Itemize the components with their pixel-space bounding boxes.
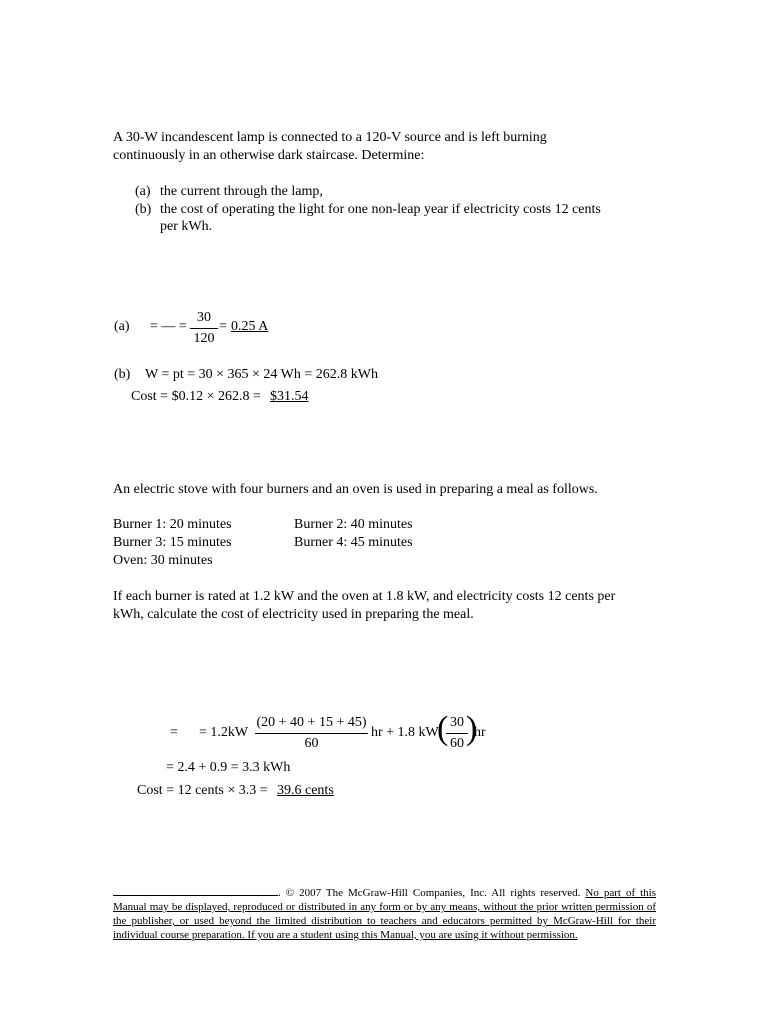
solution2-cost-result: 39.6 cents (277, 783, 334, 798)
solution1-b-line: W = pt = 30 × 365 × 24 Wh = 262.8 kWh (145, 367, 379, 382)
problem2-burner4: Burner 4: 45 minutes (294, 535, 413, 550)
solution1-a-eq-start: = — = (150, 319, 187, 334)
solution2-end: hr (474, 725, 486, 740)
solution1-a-numerator: 30 (197, 310, 211, 325)
solution2-mid: hr + 1.8 kW (371, 725, 439, 740)
fraction-bar (446, 733, 468, 734)
problem2-burner2: Burner 2: 40 minutes (294, 517, 413, 532)
solution1-a-denominator: 120 (193, 331, 215, 346)
solution2-fraction2-numerator: 30 (450, 715, 464, 730)
solution2-fraction1-denominator: 60 (304, 736, 319, 751)
problem1-item-a-text: the current through the lamp, (160, 184, 323, 199)
solution2-cost-prefix: Cost = 12 cents × 3.3 = (137, 783, 268, 798)
problem1-item-a-label: (a) (135, 184, 151, 199)
problem2-intro: An electric stove with four burners and an oven is used in preparing a meal as follows. (113, 482, 598, 497)
problem2-burner3: Burner 3: 15 minutes (113, 535, 232, 550)
footer-permission-text: No part of this Manual may be displayed, reproduced or distributed in any form or by any means, without the prior written permission of the publisher, or used beyond the limited distribution to teachers and educators permitted by McGraw-Hill for their individual course preparation. If you are a student using this Manual, you are using it without permission. (113, 887, 656, 941)
solution2-eq-start: = (170, 725, 178, 740)
problem1-item-b-label: (b) (135, 202, 152, 217)
solution1-b-label: (b) (114, 367, 131, 382)
footer-copyright-text: . © 2007 The McGraw-Hill Companies, Inc. All rights reserved. (278, 887, 581, 899)
solution1-cost-prefix: Cost = $0.12 × 262.8 = (131, 389, 261, 404)
problem2-oven: Oven: 30 minutes (113, 553, 213, 568)
fraction-bar (255, 733, 368, 734)
solution2-fraction2-denominator: 60 (450, 736, 464, 751)
footer-blank-line (113, 885, 278, 896)
problem2-question-line1: If each burner is rated at 1.2 kW and the oven at 1.8 kW, and electricity costs 12 cents per (113, 589, 616, 604)
solution1-a-result: 0.25 A (231, 319, 269, 334)
solution2-eq-first: = 1.2kW (199, 725, 249, 740)
solution1-a-label: (a) (114, 319, 130, 334)
left-paren-glyph: ( (437, 710, 449, 747)
problem1-item-b-text: the cost of operating the light for one non-leap year if electricity costs 12 cents (160, 202, 601, 217)
problem2-question-line2: kWh, calculate the cost of electricity used in preparing the meal. (113, 607, 474, 622)
copyright-footer (113, 885, 656, 942)
problem2-burner1: Burner 1: 20 minutes (113, 517, 232, 532)
right-paren-glyph: ) (466, 710, 478, 747)
solution1-a-equals: = (219, 319, 227, 334)
problem1-statement-line2: continuously in an otherwise dark staircase. Determine: (113, 148, 425, 163)
problem1-item-b-continuation: per kWh. (160, 219, 213, 234)
solution2-fraction1-numerator: (20 + 40 + 15 + 45) (256, 715, 367, 730)
solution1-a-fraction (190, 309, 218, 348)
solution2-fraction1 (255, 714, 368, 753)
solution1-cost-result: $31.54 (270, 389, 309, 404)
solution2-line2: = 2.4 + 0.9 = 3.3 kWh (166, 760, 291, 775)
problem1-statement-line1: A 30-W incandescent lamp is connected to a 120-V source and is left burning (113, 130, 547, 145)
solution2-fraction2 (446, 714, 468, 753)
fraction-bar (190, 328, 218, 329)
